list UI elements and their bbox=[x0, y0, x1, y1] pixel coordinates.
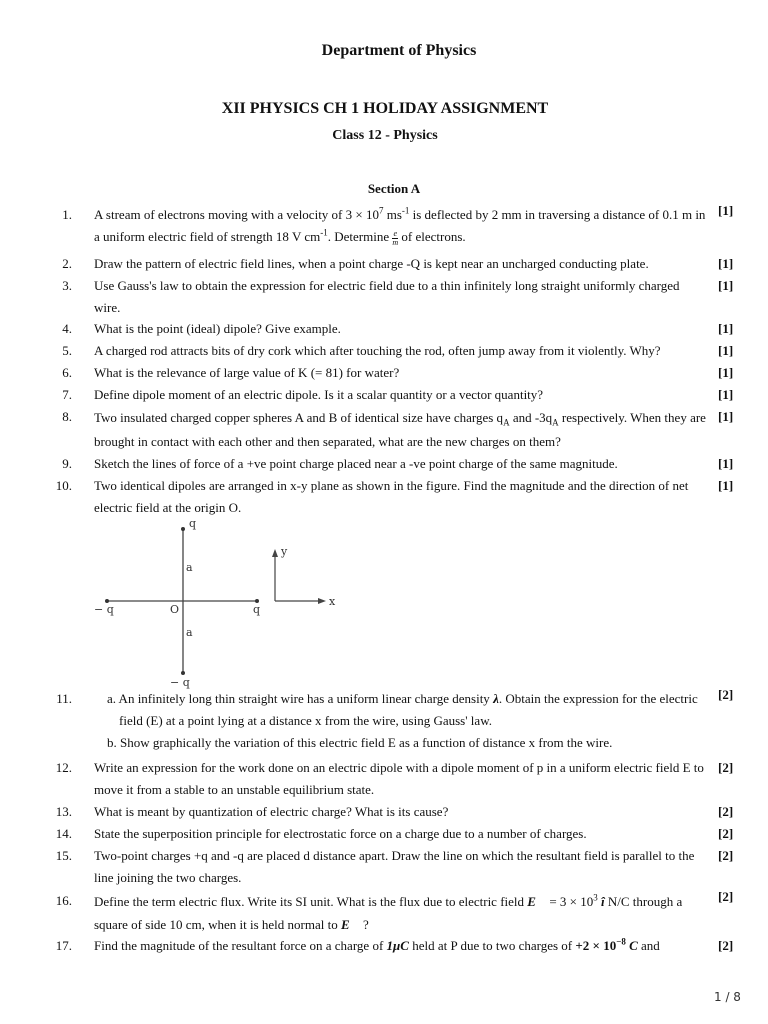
question-number: 15. bbox=[55, 848, 72, 863]
question-text: What is meant by quantization of electric charge? What is its cause? bbox=[94, 804, 449, 819]
section-heading: Section A bbox=[367, 181, 421, 196]
label-origin: O bbox=[170, 603, 180, 616]
question-text: Two-point charges +q and -q are placed d distance apart. Draw the line on which the resultant field is parallel to the line joining the two charges. bbox=[94, 848, 695, 885]
question-text: Two identical dipoles are arranged in x-y plane as shown in the figure. Find the magnitude and the direction of net electric field at the origin O. bbox=[94, 478, 689, 515]
question-text: Find the magnitude of the resultant force on a charge of 1μC held at P due to two charges of $+2 \times 10^{-8}$ C and bbox=[94, 936, 660, 953]
question-text: What is the relevance of large value of K (= 81) for water? bbox=[94, 365, 400, 380]
class-subtitle: Class 12 - Physics bbox=[332, 128, 438, 143]
question-number: 9. bbox=[62, 456, 72, 471]
question-marks: [1] bbox=[718, 365, 734, 380]
question-number: 3. bbox=[62, 278, 72, 293]
question-marks: [1] bbox=[718, 456, 734, 471]
question-marks: [2] bbox=[718, 938, 734, 953]
question-marks: [2] bbox=[718, 804, 734, 819]
question-number: 12. bbox=[55, 760, 72, 775]
label-y: y bbox=[281, 545, 288, 558]
question-marks: [1] bbox=[718, 256, 734, 271]
label-right-q: q bbox=[253, 603, 261, 616]
question-marks: [1] bbox=[718, 387, 734, 402]
question-marks: [2] bbox=[718, 848, 734, 863]
question-text bbox=[94, 688, 708, 754]
question-text: State the superposition principle for electrostatic force on a charge due to a number of charges. bbox=[94, 826, 587, 841]
question-text: A charged rod attracts bits of dry cork which after touching the rod, often jump away from it violently. Why? bbox=[94, 343, 661, 358]
assignment-title: XII PHYSICS CH 1 HOLIDAY ASSIGNMENT bbox=[221, 100, 549, 117]
label-top-q: q bbox=[189, 517, 197, 530]
question-marks: [1] bbox=[718, 343, 734, 358]
label-a-top: a bbox=[186, 561, 193, 574]
question-marks: [1] bbox=[718, 278, 734, 293]
charge-top-dot bbox=[181, 527, 185, 531]
question-number: 14. bbox=[55, 826, 72, 841]
question-number: 13. bbox=[55, 804, 72, 819]
label-x: x bbox=[329, 595, 336, 608]
question-marks: [1] bbox=[718, 321, 734, 336]
question-marks: [1] bbox=[718, 478, 734, 493]
question-11a: a. An infinitely long thin straight wire has a uniform linear charge density λ. Obtain the expression for the electric field (E) at a point lying at a distance x from the wire, using Gauss' law. bbox=[107, 691, 698, 728]
question-number: 16. bbox=[55, 893, 72, 908]
page-number: 1 / 8 bbox=[714, 990, 741, 1004]
question-marks: [1] bbox=[718, 409, 734, 424]
question-number: 17. bbox=[55, 938, 72, 953]
question-number: 6. bbox=[62, 365, 72, 380]
question-text: Sketch the lines of force of a +ve point charge placed near a -ve point charge of the same magnitude. bbox=[94, 456, 618, 471]
question-text: What is the point (ideal) dipole? Give example. bbox=[94, 321, 341, 336]
question-marks: [2] bbox=[718, 687, 734, 702]
question-number: 4. bbox=[62, 321, 72, 336]
question-marks: [2] bbox=[718, 889, 734, 904]
question-number: 5. bbox=[62, 343, 72, 358]
question-text: Draw the pattern of electric field lines, when a point charge -Q is kept near an uncharged conducting plate. bbox=[94, 256, 649, 271]
question-11b: b. Show graphically the variation of this electric field E as a function of distance x from the wire. bbox=[107, 735, 613, 750]
question-text: Two insulated charged copper spheres A and B of identical size have charges $q_A$ and $-3q_A$ respectively. When they are brought in contact with each other and then separated, what are the new charges on them? bbox=[94, 410, 706, 449]
question-marks: [2] bbox=[718, 826, 734, 841]
question-text: Define dipole moment of an electric dipole. Is it a scalar quantity or a vector quantity? bbox=[94, 387, 544, 402]
question-marks: [1] bbox=[718, 203, 734, 218]
label-bottom-q: − q bbox=[170, 676, 190, 689]
label-left-q: − q bbox=[94, 603, 114, 616]
question-text: Write an expression for the work done on an electric dipole with a dipole moment of p in a uniform electric field E to move it from a stable to an unstable equilibrium state. bbox=[94, 760, 704, 797]
question-number: 1. bbox=[62, 207, 72, 222]
y-arrow-icon bbox=[272, 549, 278, 557]
question-number: 11. bbox=[56, 691, 72, 706]
department-heading: Department of Physics bbox=[321, 42, 477, 59]
question-text: Define the term electric flux. Write its SI unit. What is the flux due to electric field E⃗ = $3 \times 10^3$ î N/C through a square of side 10 cm, when it is held normal to E⃗ ? bbox=[94, 892, 683, 932]
question-text: Use Gauss's law to obtain the expression for electric field due to a thin infinitely long straight uniformly charged wire. bbox=[94, 278, 680, 315]
x-arrow-icon bbox=[318, 598, 326, 604]
question-number: 7. bbox=[62, 387, 72, 402]
question-number: 8. bbox=[62, 409, 72, 424]
question-number: 2. bbox=[62, 256, 72, 271]
question-marks: [2] bbox=[718, 760, 734, 775]
charge-bottom-dot bbox=[181, 671, 185, 675]
question-text: A stream of electrons moving with a velocity of $3 \times 10^7$ $ms^{-1}$ is deflected by 2 mm in traversing a distance of 0.1 m in a uniform electric field of strength 18 V $cm^{-1}$. Determine $\frac{e}{m}$ of electrons. bbox=[94, 205, 706, 247]
label-a-bottom: a bbox=[186, 626, 193, 639]
question-number: 10. bbox=[55, 478, 72, 493]
dipole-figure bbox=[94, 515, 354, 690]
